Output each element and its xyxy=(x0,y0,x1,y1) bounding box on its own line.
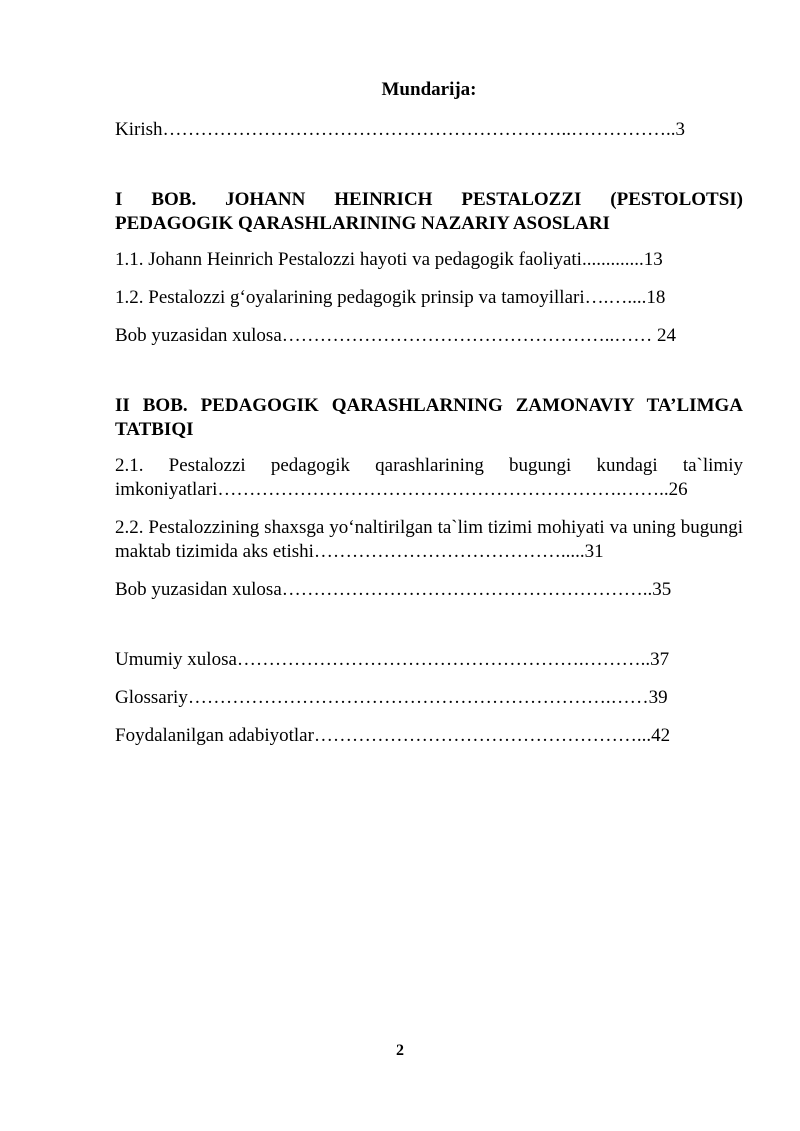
toc-entry-glossary: Glossariy………………………………………………………….……39 xyxy=(115,687,668,708)
toc-entry-2-1: 2.1. Pestalozzi pedagogik qarashlarining bugungi kundagi ta`limiy imkoniyatlari……………………………………………………….……..26 xyxy=(115,455,743,500)
chapter-1-heading: I BOB. JOHANN HEINRICH PESTALOZZI (PESTOLOTSI) PEDAGOGIK QARASHLARINING NAZARIY ASOSLARI xyxy=(115,189,743,234)
toc-entry-2-2: 2.2. Pestalozzining shaxsga yo‘naltirilgan ta`lim tizimi mohiyati va uning bugungi maktab tizimida aks etishi………………………………….....31 xyxy=(115,517,743,562)
page-title: Mundarija: xyxy=(381,79,477,100)
toc-entry-intro: Kirish………………………………………………………..……………..3 xyxy=(115,119,685,140)
toc-entry-chapter-2-conclusion: Bob yuzasidan xulosa…………………………………………………..35 xyxy=(115,579,672,600)
toc-entry-references: Foydalanilgan adabiyotlar……………………………………………...42 xyxy=(115,725,671,746)
toc-entry-1-2: 1.2. Pestalozzi g‘oyalarining pedagogik prinsip va tamoyillari….…....18 xyxy=(115,287,666,308)
chapter-2-heading: II BOB. PEDAGOGIK QARASHLARNING ZAMONAVIY TA’LIMGA TATBIQI xyxy=(115,395,743,440)
page-number: 2 xyxy=(396,1042,404,1059)
toc-entry-1-1: 1.1. Johann Heinrich Pestalozzi hayoti va pedagogik faoliyati.............13 xyxy=(115,249,663,270)
toc-entry-general-conclusion: Umumiy xulosa……………………………………………….………..37 xyxy=(115,649,670,670)
table-of-contents xyxy=(115,78,743,748)
toc-entry-chapter-1-conclusion: Bob yuzasidan xulosa……………………………………………..…… 24 xyxy=(115,325,677,346)
